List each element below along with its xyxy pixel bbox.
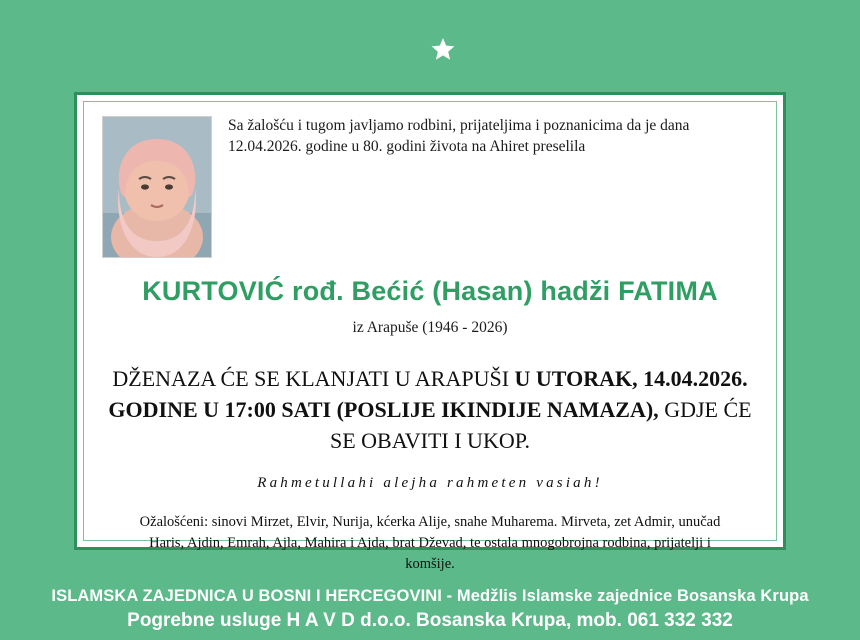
footer-contact: Pogrebne usluge H A V D d.o.o. Bosanska Krupa, mob. 061 332 332 — [127, 610, 733, 631]
portrait-photo — [102, 116, 212, 258]
deceased-name: KURTOVIĆ rođ. Bećić (Hasan) hadži FATIMA — [142, 276, 718, 306]
funeral-details-part-2: GDJE ĆE SE OBAVITI I UKOP. — [329, 397, 752, 454]
origin-text: iz Arapuše (1946 - 2026) — [352, 319, 508, 336]
header-text — [212, 116, 758, 158]
footer — [0, 587, 860, 632]
funeral-details — [102, 363, 758, 457]
intro-text: Sa žalošću i tugom javljamo rodbini, prijateljima i poznanicima da je dana 12.04.2026. godine u 80. godini života na Ahiret preselila — [228, 117, 690, 155]
mourners-text: Ožalošćeni: sinovi Mirzet, Elvir, Nurija, kćerka Alije, snahe Muharema. Mirveta, zet Admir, unučad Haris, Ajdin, Emrah, Ajla, Mahira i Ajda, brat Dževad, te ostala mnogobrojna rodbina, prijatelji i komšije. — [139, 513, 721, 572]
crescent-star-icon — [391, 7, 469, 85]
header-row — [102, 116, 758, 258]
dua-text: Rahmetullahi alejha rahmeten vasiah! — [257, 474, 603, 491]
obituary-card — [74, 92, 786, 572]
emblem-area — [0, 0, 860, 92]
footer-organization: ISLAMSKA ZAJEDNICA U BOSNI I HERCEGOVINI - Medžlis Islamske zajednice Bosanska Krupa — [51, 587, 809, 605]
funeral-details-part-1: U UTORAK, 14.04.2026. GODINE U 17:00 SATI (POSLIJE IKINDIJE NAMAZA), — [108, 366, 748, 423]
funeral-details-part-0: DŽENAZA ĆE SE KLANJATI U ARAPUŠI — [112, 366, 515, 391]
obituary-card-inner — [83, 101, 777, 572]
